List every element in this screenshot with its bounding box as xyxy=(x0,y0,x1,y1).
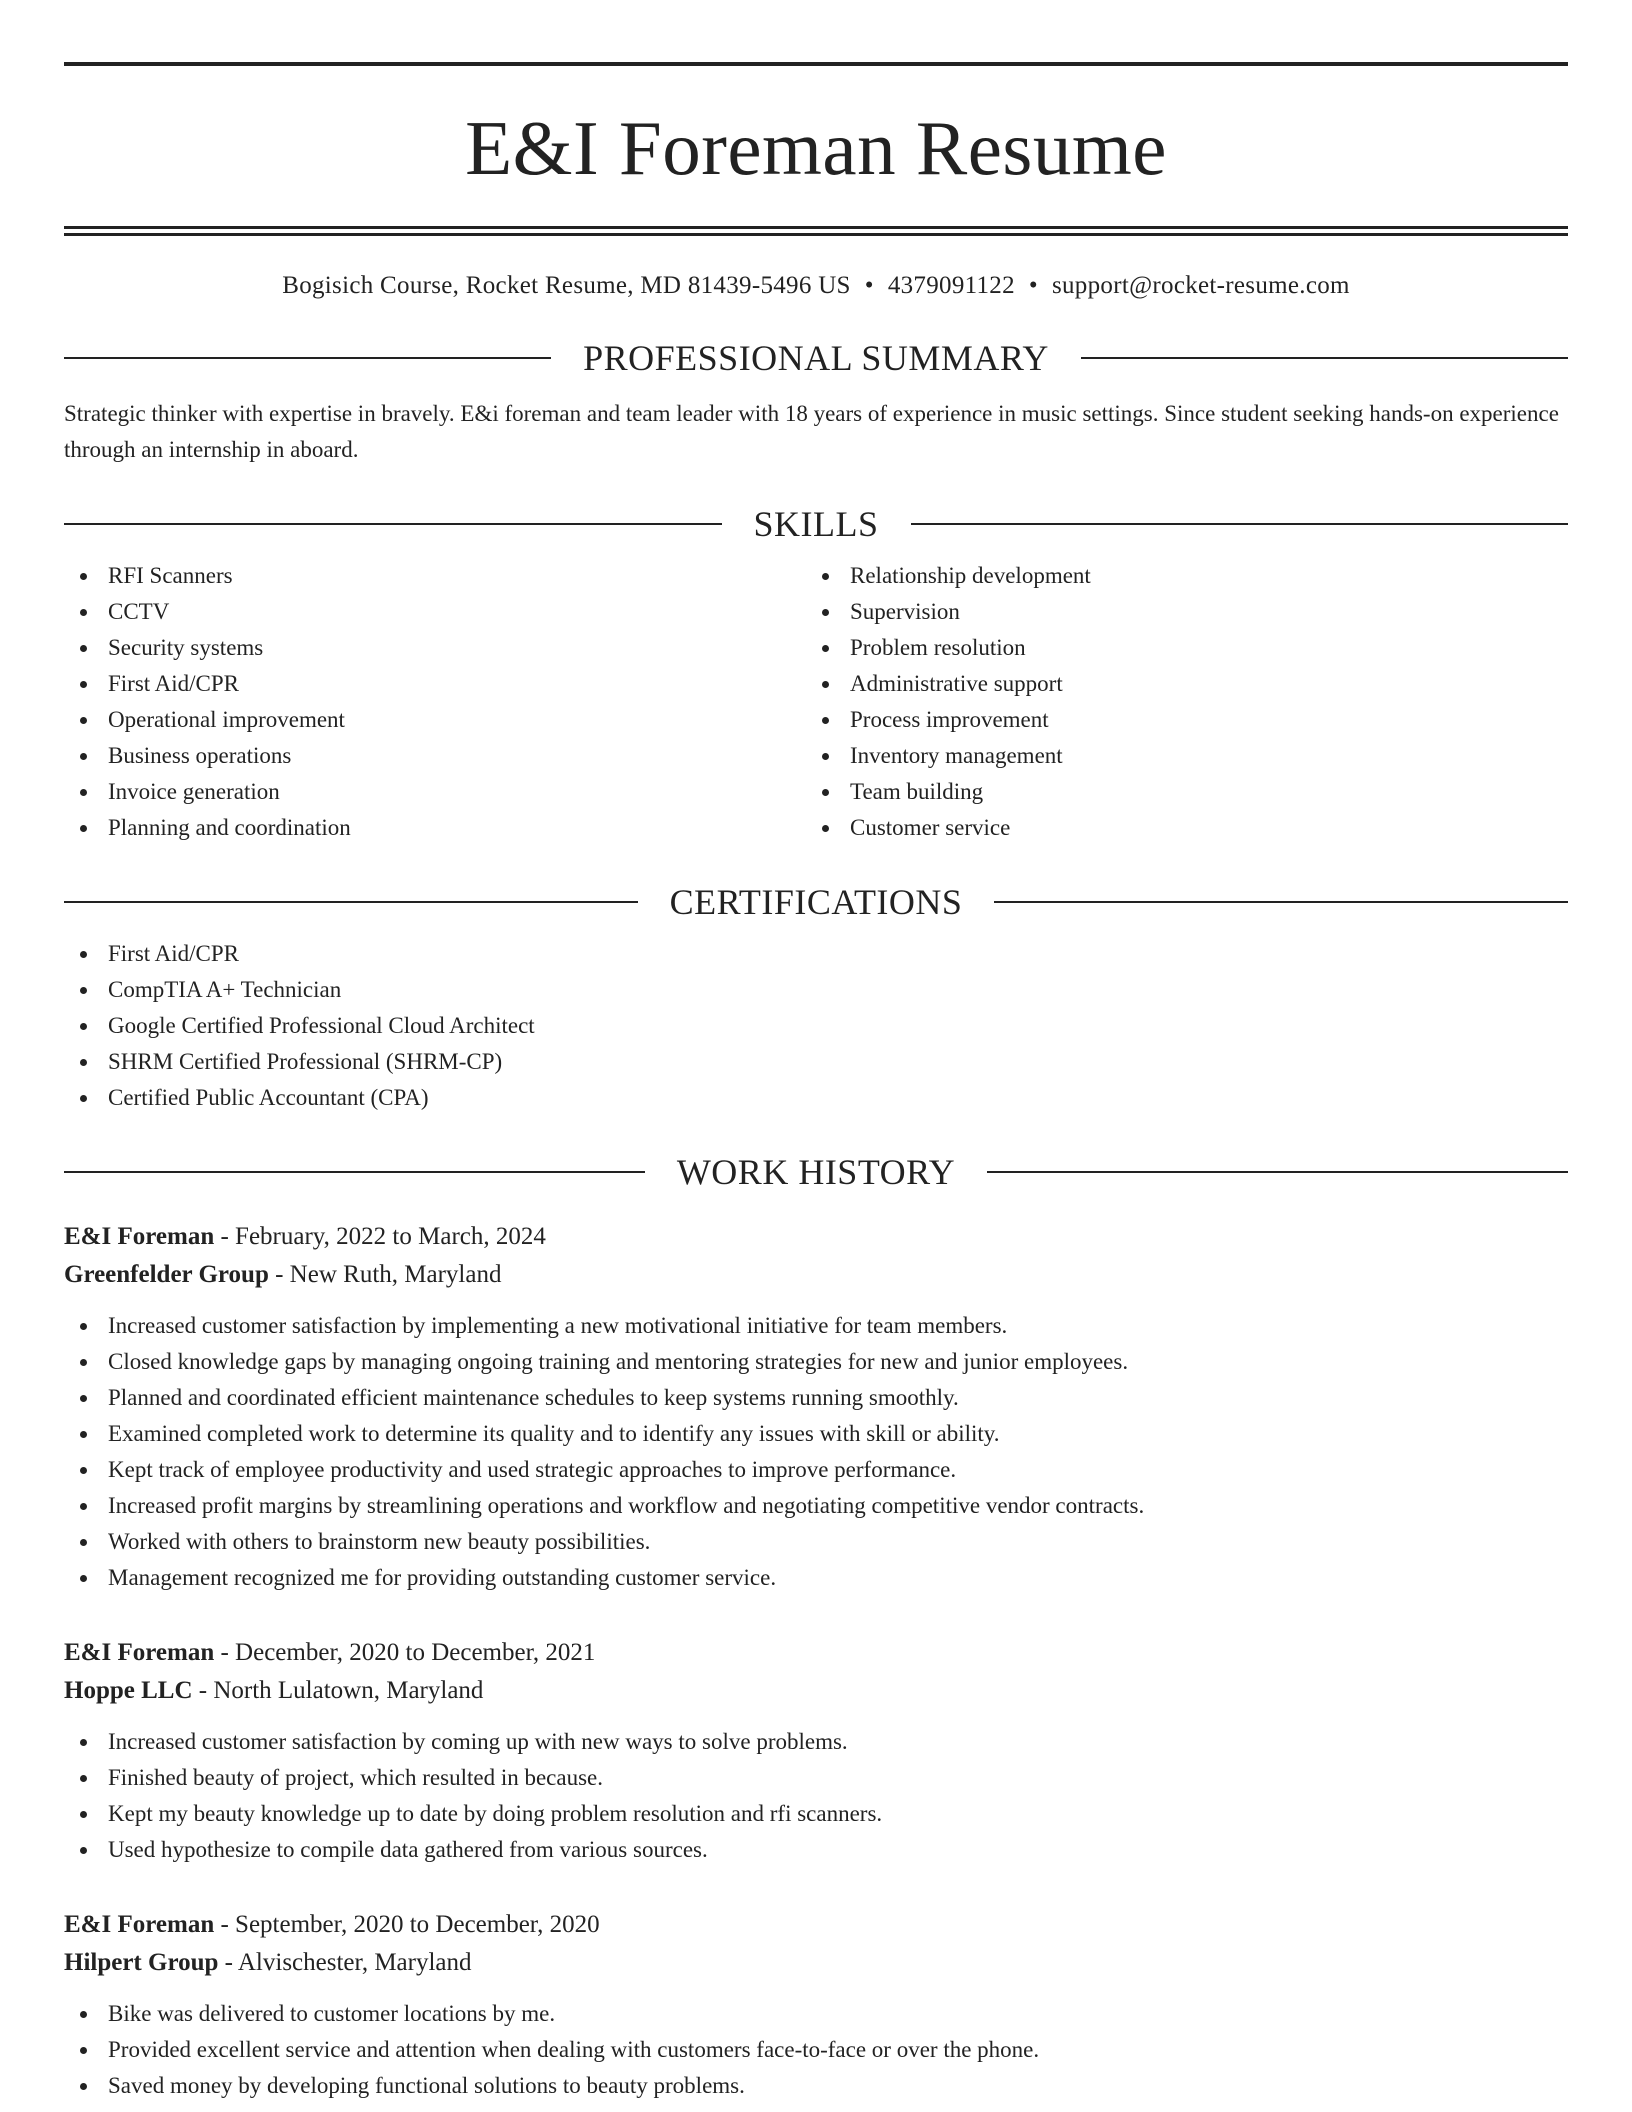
header-rule-left xyxy=(64,1171,645,1173)
section-header-work-history xyxy=(64,1150,1568,1194)
job-title-line xyxy=(64,1218,1568,1256)
skill-item: CCTV xyxy=(64,594,806,630)
skill-item: RFI Scanners xyxy=(64,558,806,594)
certification-item: CompTIA A+ Technician xyxy=(64,972,1568,1008)
job-company: Greenfelder Group xyxy=(64,1261,269,1288)
summary-text: Strategic thinker with expertise in bravely. E&i foreman and team leader with 18 years of experience in music settings. Since student seeking hands-on experience through an internship in aboard. xyxy=(64,401,1559,462)
job-bullet: Increased customer satisfaction by coming up with new ways to solve problems. xyxy=(64,1724,1568,1760)
job-dates: - December, 2020 to December, 2021 xyxy=(214,1639,596,1666)
section-header-skills xyxy=(64,502,1568,546)
job-title: E&I Foreman xyxy=(64,1639,215,1666)
section-title-summary: PROFESSIONAL SUMMARY xyxy=(583,338,1049,378)
skill-item: Operational improvement xyxy=(64,702,806,738)
skill-item: Supervision xyxy=(806,594,1548,630)
contact-email: support@rocket-resume.com xyxy=(1051,272,1350,299)
job-entry xyxy=(64,1906,1568,2104)
skill-item: Invoice generation xyxy=(64,774,806,810)
job-dates: - February, 2022 to March, 2024 xyxy=(214,1223,546,1250)
job-bullet: Finished beauty of project, which resulted in because. xyxy=(64,1760,1568,1796)
contact-line xyxy=(64,270,1568,302)
job-company: Hilpert Group xyxy=(64,1949,219,1976)
contact-separator: • xyxy=(1028,272,1038,299)
job-bullet: Kept track of employee productivity and used strategic approaches to improve performance. xyxy=(64,1452,1568,1488)
job-bullets xyxy=(64,1996,1568,2104)
job-company-line xyxy=(64,1944,1568,1982)
job-company: Hoppe LLC xyxy=(64,1677,193,1704)
section-title-skills: SKILLS xyxy=(753,504,879,544)
job-bullet: Planned and coordinated efficient maintenance schedules to keep systems running smoothly. xyxy=(64,1380,1568,1416)
job-bullet: Increased customer satisfaction by implementing a new motivational initiative for team members. xyxy=(64,1308,1568,1344)
header-rule-right xyxy=(994,901,1568,903)
job-bullet: Bike was delivered to customer locations by me. xyxy=(64,1996,1568,2032)
skills-list-left xyxy=(64,558,806,846)
job-entry xyxy=(64,1218,1568,1596)
section-header-summary xyxy=(64,336,1568,380)
header-rule-left xyxy=(64,357,551,359)
certification-item: Google Certified Professional Cloud Architect xyxy=(64,1008,1568,1044)
job-bullet: Management recognized me for providing outstanding customer service. xyxy=(64,1560,1568,1596)
job-bullet: Provided excellent service and attention when dealing with customers face-to-face or over the phone. xyxy=(64,2032,1568,2068)
certification-item: Certified Public Accountant (CPA) xyxy=(64,1080,1568,1116)
title-double-rule xyxy=(64,226,1568,236)
contact-separator: • xyxy=(864,272,874,299)
job-title: E&I Foreman xyxy=(64,1223,215,1250)
section-title-work-history: WORK HISTORY xyxy=(676,1152,956,1192)
job-title-line xyxy=(64,1634,1568,1672)
skill-item: Inventory management xyxy=(806,738,1548,774)
header-rule-right xyxy=(987,1171,1568,1173)
skill-item: Relationship development xyxy=(806,558,1548,594)
job-company-line xyxy=(64,1256,1568,1294)
skills-list-right xyxy=(806,558,1548,846)
skill-item: Team building xyxy=(806,774,1548,810)
job-location: - New Ruth, Maryland xyxy=(268,1261,502,1288)
certification-item: SHRM Certified Professional (SHRM-CP) xyxy=(64,1044,1568,1080)
skills-grid xyxy=(64,558,1568,846)
skill-item: Problem resolution xyxy=(806,630,1548,666)
job-bullet: Increased profit margins by streamlining operations and workflow and negotiating competitive vendor contracts. xyxy=(64,1488,1568,1524)
job-location: - Alvischester, Maryland xyxy=(218,1949,472,1976)
skill-item: Business operations xyxy=(64,738,806,774)
skill-item: Planning and coordination xyxy=(64,810,806,846)
job-bullet: Worked with others to brainstorm new beauty possibilities. xyxy=(64,1524,1568,1560)
job-bullets xyxy=(64,1724,1568,1868)
header-rule-right xyxy=(1081,357,1568,359)
resume-title: E&I Foreman Resume xyxy=(465,105,1167,191)
job-bullet: Examined completed work to determine its quality and to identify any issues with skill or ability. xyxy=(64,1416,1568,1452)
skill-item: Administrative support xyxy=(806,666,1548,702)
section-title-certifications: CERTIFICATIONS xyxy=(669,882,963,922)
job-bullet: Closed knowledge gaps by managing ongoing training and mentoring strategies for new and junior employees. xyxy=(64,1344,1568,1380)
skill-item: First Aid/CPR xyxy=(64,666,806,702)
job-location: - North Lulatown, Maryland xyxy=(192,1677,484,1704)
job-dates: - September, 2020 to December, 2020 xyxy=(214,1911,600,1938)
header-rule-right xyxy=(911,523,1569,525)
skill-item: Process improvement xyxy=(806,702,1548,738)
skill-item: Customer service xyxy=(806,810,1548,846)
job-bullet: Used hypothesize to compile data gathered from various sources. xyxy=(64,1832,1568,1868)
skill-item: Security systems xyxy=(64,630,806,666)
job-entry xyxy=(64,1634,1568,1868)
contact-phone: 4379091122 xyxy=(887,272,1015,299)
job-bullets xyxy=(64,1308,1568,1596)
job-title: E&I Foreman xyxy=(64,1911,215,1938)
job-company-line xyxy=(64,1672,1568,1710)
certification-item: First Aid/CPR xyxy=(64,936,1568,972)
section-header-certifications xyxy=(64,880,1568,924)
header-rule-left xyxy=(64,901,638,903)
header-rule-left xyxy=(64,523,722,525)
job-title-line xyxy=(64,1906,1568,1944)
job-bullet: Kept my beauty knowledge up to date by doing problem resolution and rfi scanners. xyxy=(64,1796,1568,1832)
certifications-list xyxy=(64,936,1568,1116)
top-rule xyxy=(64,62,1568,66)
contact-address: Bogisich Course, Rocket Resume, MD 81439-5496 US xyxy=(282,272,851,299)
job-bullet: Saved money by developing functional solutions to beauty problems. xyxy=(64,2068,1568,2104)
